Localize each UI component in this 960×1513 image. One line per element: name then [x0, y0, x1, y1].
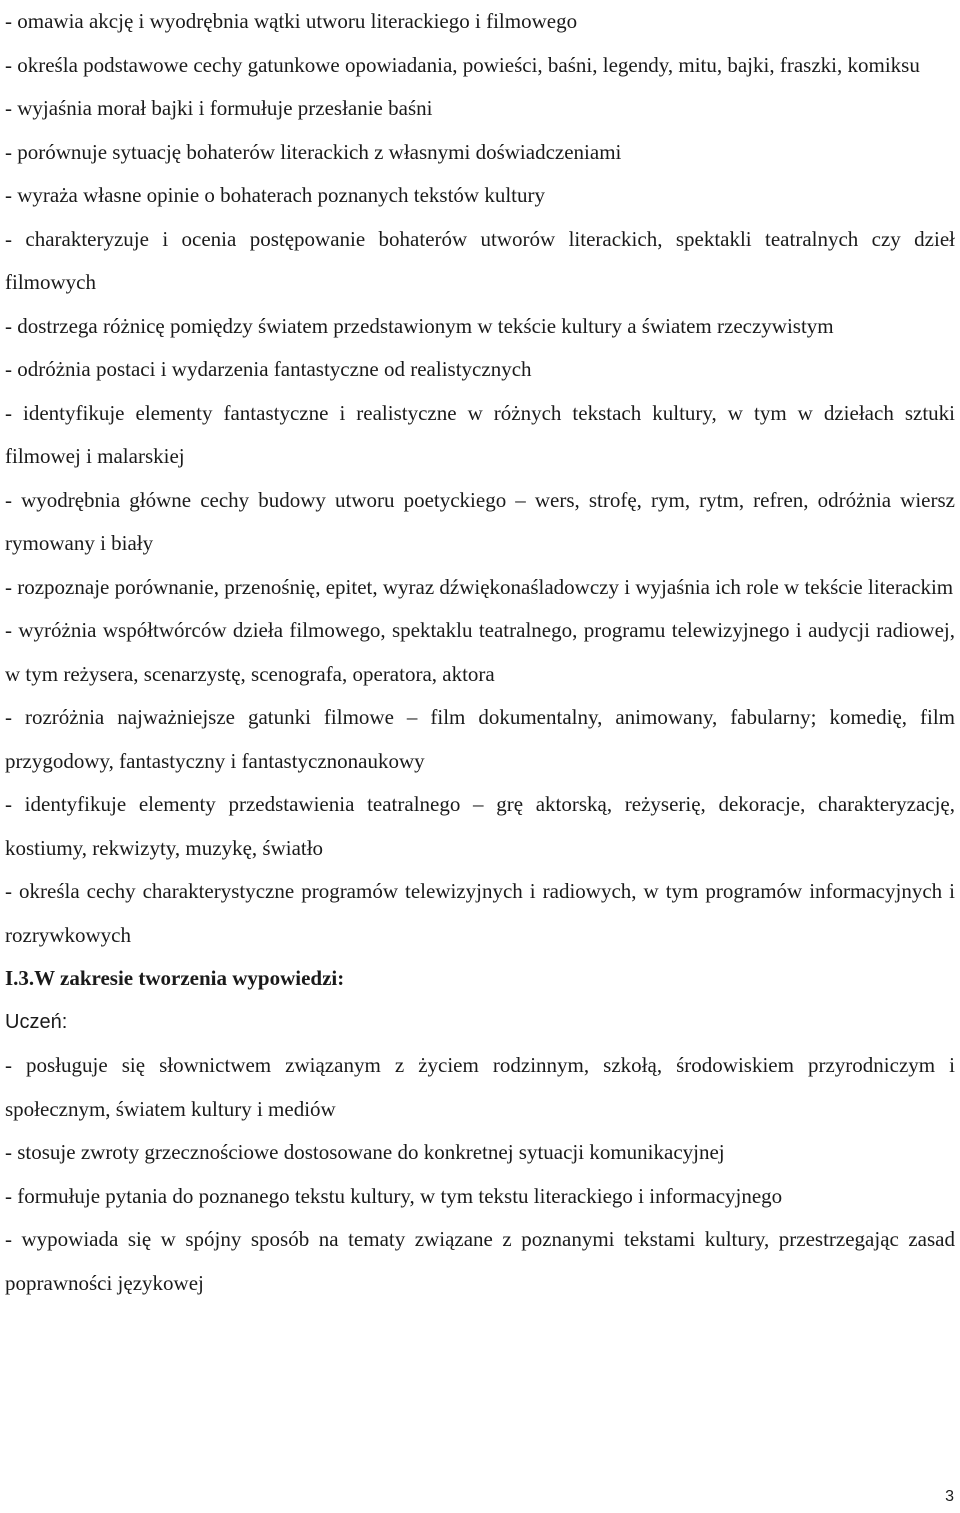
subject-label: Uczeń: — [5, 1010, 68, 1033]
section-heading: I.3.W zakresie tworzenia wypowiedzi: — [5, 966, 345, 990]
list-item: - rozpoznaje porównanie, przenośnię, epitet, wyraz dźwiękonaśladowczy i wyjaśnia ich role w tekście literackim — [5, 574, 954, 599]
list-item: - określa cechy charakterystyczne programów telewizyjnych i radiowych, w tym programów informacyjnych i rozrywkowych — [5, 879, 955, 947]
list-item: - wypowiada się w spójny sposób na tematy związane z poznanymi tekstami kultury, przestrzegając zasad poprawności językowej — [5, 1227, 955, 1295]
document-body — [5, 0, 955, 1305]
list-item: - identyfikuje elementy fantastyczne i realistyczne w różnych tekstach kultury, w tym w dziełach sztuki filmowej i malarskiej — [5, 400, 955, 468]
page-number: 3 — [945, 1488, 954, 1505]
list-item: - formułuje pytania do poznanego tekstu kultury, w tym tekstu literackiego i informacyjnego — [5, 1183, 783, 1208]
list-item: - stosuje zwroty grzecznościowe dostosowane do konkretnej sytuacji komunikacyjnej — [5, 1140, 725, 1164]
list-item: - wyodrębnia główne cechy budowy utworu poetyckiego – wers, strofę, rym, rytm, refren, odróżnia wiersz rymowany i biały — [5, 487, 955, 555]
list-item: - wyraża własne opinie o bohaterach poznanych tekstów kultury — [5, 183, 545, 207]
list-item: - charakteryzuje i ocenia postępowanie bohaterów utworów literackich, spektakli teatralnych czy dzieł filmowych — [5, 226, 955, 294]
list-item: - omawia akcję i wyodrębnia wątki utworu literackiego i filmowego — [5, 9, 578, 33]
list-item: - rozróżnia najważniejsze gatunki filmowe – film dokumentalny, animowany, fabularny; komedię, film przygodowy, fantastyczny i fantastycznonaukowy — [5, 705, 955, 773]
list-item: - wyjaśnia morał bajki i formułuje przesłanie baśni — [5, 96, 433, 120]
list-item: - wyróżnia współtwórców dzieła filmowego, spektaklu teatralnego, programu telewizyjnego i audycji radiowej, w tym reżysera, scenarzystę, scenografa, operatora, aktora — [5, 618, 955, 686]
list-item: - identyfikuje elementy przedstawienia teatralnego – grę aktorską, reżyserię, dekoracje, charakteryzację, kostiumy, rekwizyty, muzykę, światło — [5, 792, 955, 860]
list-item: - odróżnia postaci i wydarzenia fantastyczne od realistycznych — [5, 357, 532, 381]
list-item: - określa podstawowe cechy gatunkowe opowiadania, powieści, baśni, legendy, mitu, bajki, fraszki, komiksu — [5, 52, 920, 77]
list-item: - porównuje sytuację bohaterów literackich z własnymi doświadczeniami — [5, 139, 622, 164]
list-item: - dostrzega różnicę pomiędzy światem przedstawionym w tekście kultury a światem rzeczywistym — [5, 313, 834, 338]
list-item: - posługuje się słownictwem związanym z życiem rodzinnym, szkołą, środowiskiem przyrodniczym i społecznym, światem kultury i mediów — [5, 1053, 955, 1121]
